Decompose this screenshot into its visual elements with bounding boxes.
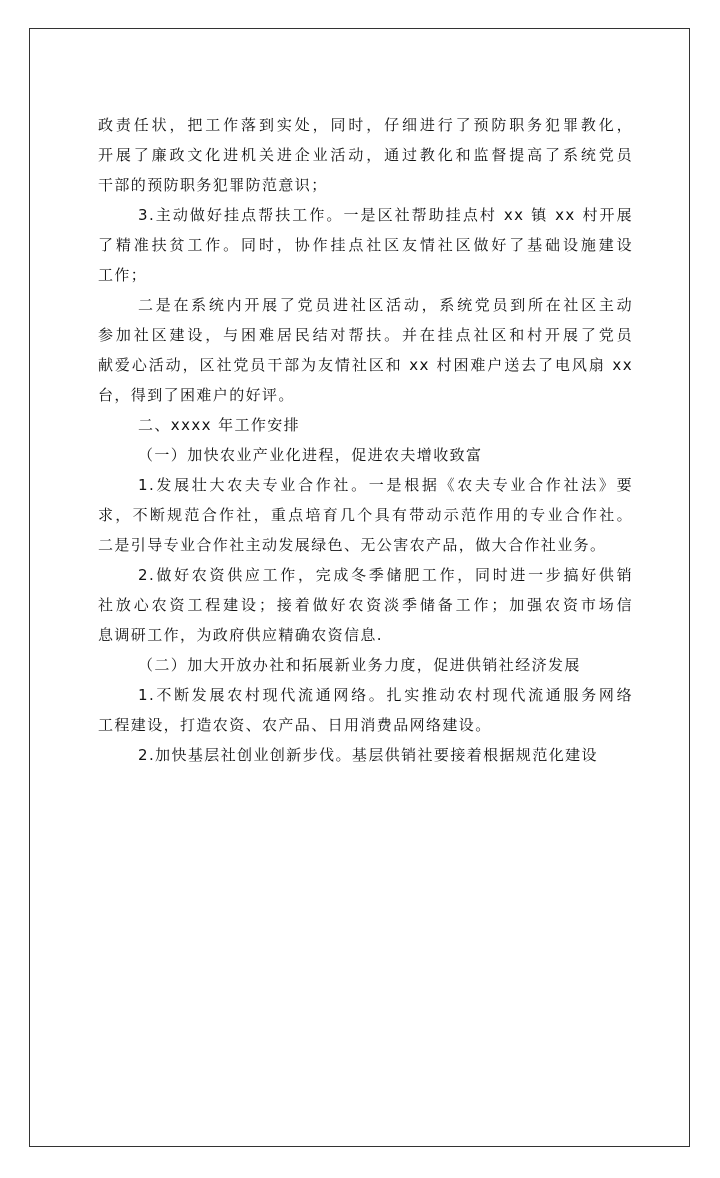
text-line: 息调研工作，为政府供应精确农资信息. (98, 626, 383, 644)
text-line: 1.不断发展农村现代流通网络。扎实推动农村现代流通服务网络 (138, 686, 633, 704)
text-line: 政责任状，把工作落到实处，同时，仔细进行了预防职务犯罪教化， (98, 116, 633, 134)
paragraph (98, 560, 633, 650)
text-line: 求，不断规范合作社，重点培育几个具有带动示范作用的专业合作社。 (98, 506, 633, 524)
paragraph (98, 680, 633, 740)
text-line: 社放心农资工程建设；接着做好农资淡季储备工作；加强农资市场信 (98, 596, 633, 614)
text-line: 二、xxxx 年工作安排 (138, 416, 301, 434)
text-line: 开展了廉政文化进机关进企业活动，通过教化和监督提高了系统党员 (98, 146, 633, 164)
text-line: 了精准扶贫工作。同时，协作挂点社区友情社区做好了基础设施建设 (98, 236, 633, 254)
subsection-heading (98, 440, 633, 470)
text-line: 二是引导专业合作社主动发展绿色、无公害农产品，做大合作社业务。 (98, 536, 607, 554)
text-line: 2.加快基层社创业创新步伐。基层供销社要接着根据规范化建设 (138, 746, 598, 764)
section-heading (98, 410, 633, 440)
text-line: （二）加大开放办社和拓展新业务力度，促进供销社经济发展 (138, 656, 581, 674)
text-line: 参加社区建设，与困难居民结对帮扶。并在挂点社区和村开展了党员 (98, 326, 633, 344)
text-line: 2.做好农资供应工作，完成冬季储肥工作，同时进一步搞好供销 (138, 566, 633, 584)
paragraph (98, 110, 633, 200)
paragraph (98, 200, 633, 290)
paragraph (98, 290, 633, 410)
text-line: 台，得到了困难户的好评。 (98, 386, 295, 404)
text-line: 献爱心活动，区社党员干部为友情社区和 xx 村困难户送去了电风扇 xx (98, 356, 633, 374)
subsection-heading (98, 650, 633, 680)
paragraph (98, 740, 633, 770)
text-line: 干部的预防职务犯罪防范意识； (98, 176, 328, 194)
document-body (98, 110, 633, 770)
text-line: 二是在系统内开展了党员进社区活动，系统党员到所在社区主动 (138, 296, 633, 314)
text-line: 3.主动做好挂点帮扶工作。一是区社帮助挂点村 xx 镇 xx 村开展 (138, 206, 633, 224)
text-line: 1.发展壮大农夫专业合作社。一是根据《农夫专业合作社法》要 (138, 476, 633, 494)
text-line: 工程建设，打造农资、农产品、日用消费品网络建设。 (98, 716, 492, 734)
text-line: （一）加快农业产业化进程，促进农夫增收致富 (138, 446, 483, 464)
text-line: 工作； (98, 266, 148, 284)
paragraph (98, 470, 633, 560)
